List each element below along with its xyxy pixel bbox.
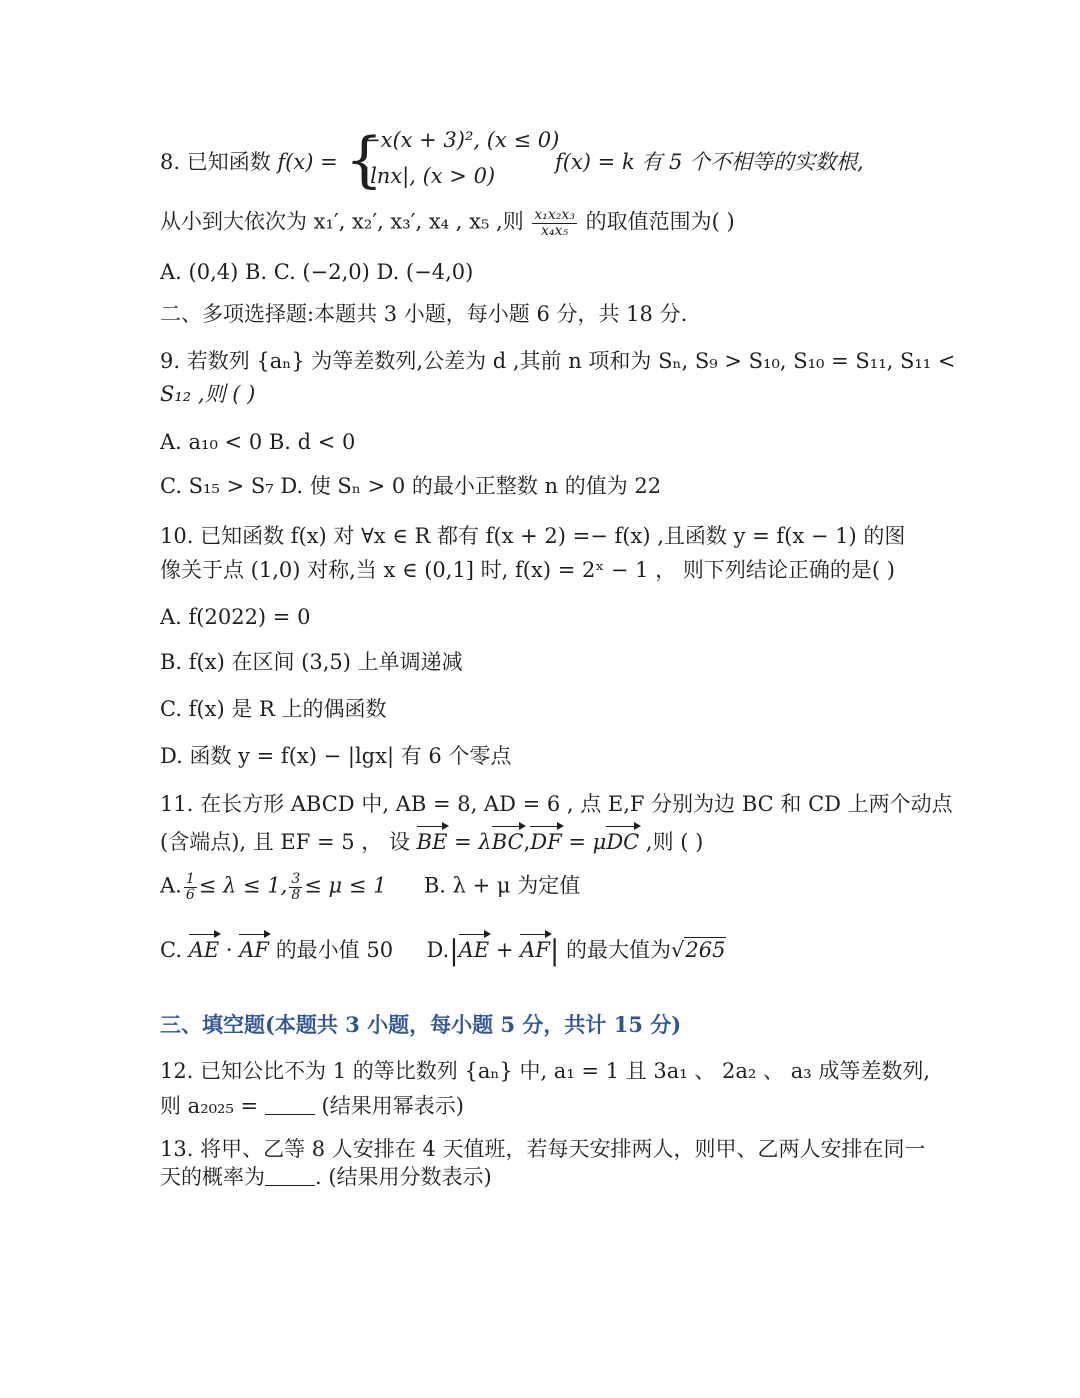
q8-frac-den: x₄x₅ [541,222,569,239]
q11-option-a-mid: ≤ λ ≤ 1, [198,873,288,898]
q13-line1-text: 13. 将甲、乙等 8 人安排在 4 天值班，若每天安排两人，则甲、乙两人安排在同一 [160,1137,926,1161]
q11-frac1-num: 1 [185,871,195,887]
q11-option-a-label: A. [160,873,182,898]
dot-operator: · [225,938,233,962]
q9-options-ab [160,430,355,455]
q11-options-cd [160,934,726,968]
q11-frac2 [289,872,302,902]
q9-options-cd [160,474,661,499]
q12-line2-pre: 则 a₂₀₂₅ = [160,1094,259,1118]
q11-option-c-label: C. [160,938,182,962]
q9-line1-text: 9. 若数列 {aₙ} 为等差数列,公差为 d ,其前 n 项和为 Sₙ, S₉ > S₁₀, S₁₀ = S₁₁, S₁₁ < [160,349,956,373]
q11-frac2-num: 3 [291,871,301,887]
section2-title [160,302,687,327]
sqrt-icon: √ [671,938,685,962]
q11-option-d-label: D. [426,938,450,962]
q8-options [160,260,473,285]
q8-f-of-x: f(x) = [277,150,338,174]
q13-line2 [160,1165,492,1190]
q11-frac1-den: 6 [185,886,195,903]
vector-af-2: AF [520,938,550,962]
q11-option-d-post: 的最大值为 [566,938,672,962]
q8-line2 [160,208,735,238]
q11-line2-end: ,则 ( ) [645,830,704,854]
sqrt-value: 265 [685,938,726,962]
q10-option-b-text: B. f(x) 在区间 (3,5) 上单调递减 [160,650,463,674]
abs-bar-right-icon: | [549,934,560,967]
q10-option-a-text: A. f(2022) = 0 [160,605,311,629]
vector-dc: DC [606,830,640,854]
q10-option-a [160,605,310,630]
vector-ae-2: AE [458,938,490,962]
q10-option-d [160,744,511,769]
abs-bar-left-icon: | [449,934,459,967]
q12-answer-blank[interactable] [265,1096,315,1115]
q10-option-c [160,697,387,722]
q8-options-text: A. (0,4) B. C. (−2,0) D. (−4,0) [160,260,474,284]
q8-fraction [532,208,577,238]
section2-title-text: 二、多项选择题:本题共 3 小题，每小题 6 分，共 18 分. [160,302,688,326]
q8-line2-text: 从小到大依次为 x₁′, x₂′, x₃′, x₄ , x₅ ,则 [160,209,524,234]
q10-line1 [160,524,905,549]
q11-eq2: = μ [568,830,607,854]
q10-line2 [160,558,895,583]
q13-line1 [160,1137,926,1162]
q11-comma: , [523,830,531,854]
vector-ae: AE [188,938,220,962]
q9-line1 [160,349,955,374]
q13-line2-post: . (结果用分数表示) [315,1165,492,1189]
vector-df: DF [530,830,562,854]
q10-option-d-text: D. 函数 y = f(x) − |lgx| 有 6 个零点 [160,744,512,768]
q9-options-cd-text: C. S₁₅ > S₇ D. 使 Sₙ > 0 的最小正整数 n 的值为 22 [160,474,662,498]
q9-line2-text: S₁₂ ,则 ( ) [160,382,256,406]
q8-lead: 8. 已知函数 [160,150,271,174]
left-brace-icon: { [345,125,384,195]
q11-line1-text: 11. 在长方形 ABCD 中, AB = 8, AD = 6 , 点 E,F 分别为边 BC 和 CD 上两个动点 [160,792,953,816]
vector-be: BE [416,830,448,854]
vector-af: AF [239,938,269,962]
q8-tail-text: f(x) = k 有 5 个不相等的实数根, [555,150,864,174]
q13-answer-blank[interactable] [265,1167,315,1186]
q11-option-c-post: 的最小值 50 [275,938,394,962]
q11-frac2-den: 8 [291,886,301,903]
q8-case1: −x(x + 3)², (x ≤ 0) [363,128,560,152]
q8-case2: |lnx|, (x > 0) [363,164,496,188]
q11-line1 [160,792,953,817]
q12-line1 [160,1059,930,1084]
q8-line1 [160,150,338,175]
section3-title-text: 三、填空题(本题共 3 小题，每小题 5 分，共计 15 分) [160,1012,682,1037]
q11-line2-start: (含端点), 且 EF = 5 ， 设 [160,830,410,854]
q12-line2 [160,1094,464,1119]
q10-line1-text: 10. 已知函数 f(x) 对 ∀x ∈ R 都有 f(x + 2) =− f(x) ,且函数 y = f(x − 1) 的图 [160,524,906,548]
q11-eq1: = λ [454,830,492,854]
q11-option-b: B. λ + μ 为定值 [423,873,581,898]
q12-line2-post: (结果用幂表示) [321,1094,464,1118]
section3-title [160,1012,681,1037]
q11-option-a-end: ≤ μ ≤ 1 [304,873,387,898]
q10-line2-text: 像关于点 (1,0) 对称,当 x ∈ (0,1] 时, f(x) = 2ˣ − 1 ， 则下列结论正确的是( ) [160,558,895,582]
q10-option-c-text: C. f(x) 是 R 上的偶函数 [160,697,387,721]
q8-frac-num: x₁x₂x₃ [534,207,575,223]
q11-options-ab [160,872,580,902]
q11-frac1 [184,872,197,902]
q9-options-ab-text: A. a₁₀ < 0 B. d < 0 [160,430,356,454]
q12-line1-text: 12. 已知公比不为 1 的等比数列 {aₙ} 中, a₁ = 1 且 3a₁ 、 2a₂ 、 a₃ 成等差数列, [160,1059,930,1083]
q9-line2 [160,382,255,407]
q10-option-b [160,650,463,675]
plus-operator: + [495,938,514,962]
q8-tail [555,150,864,175]
q11-line2 [160,830,703,855]
q13-line2-pre: 天的概率为 [160,1165,265,1189]
vector-bc: BC [491,830,524,854]
q8-line2-end: 的取值范围为( ) [585,209,735,234]
